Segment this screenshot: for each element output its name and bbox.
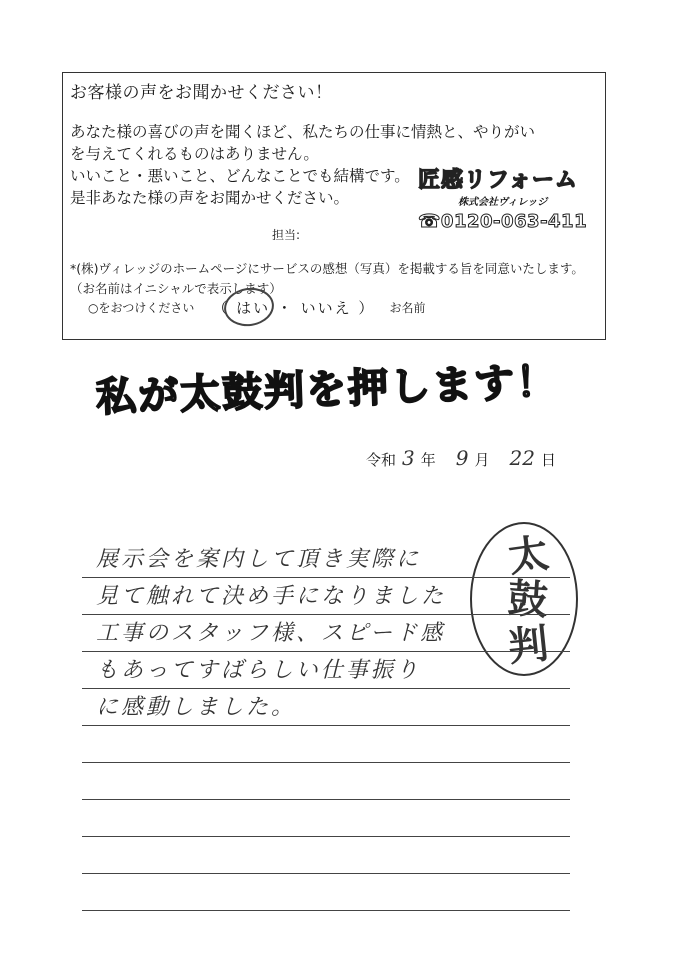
- comment-line: [82, 726, 570, 763]
- stamp-char: 判: [505, 620, 551, 671]
- date-era: 令和: [366, 451, 397, 469]
- date-row: [366, 446, 556, 470]
- date-month-unit: 月: [474, 451, 490, 469]
- stamp-char: 鼓: [506, 574, 550, 625]
- logo-phone: ☎0120-063-411: [418, 211, 588, 232]
- date-year: 3: [402, 446, 415, 470]
- date-year-unit: 年: [420, 451, 436, 469]
- comment-line: [82, 763, 570, 800]
- consent-options[interactable]: （ はい ・ いいえ ）: [212, 299, 376, 317]
- comment-line: [82, 874, 570, 911]
- intro-line: いいこと・悪いこと、どんなことでも結構です。: [70, 167, 410, 185]
- name-label: お名前: [389, 301, 426, 315]
- date-day-unit: 日: [540, 451, 556, 469]
- survey-heading: お客様の声をお聞かせください！: [70, 83, 333, 103]
- intro-line: あなた様の喜びの声を聞くほど、私たちの仕事に情熱と、やりがい: [70, 123, 536, 141]
- comment-line: [82, 800, 570, 837]
- banner-title: 私が太鼓判を押します！: [95, 358, 559, 422]
- company-logo: [418, 163, 588, 232]
- date-month: 9: [455, 446, 469, 470]
- intro-line: 是非あなた様の声をお聞かせください。: [70, 189, 350, 207]
- intro-line: を与えてくれるものはありません。: [70, 145, 319, 163]
- stamp-char: 太: [505, 529, 552, 582]
- comment-line: もあってすばらしい仕事振り: [82, 652, 570, 689]
- date-day: 22: [509, 446, 535, 470]
- comment-line: [82, 837, 570, 874]
- logo-brand: 匠感リフォーム: [418, 168, 578, 193]
- consent-text: *(株)ヴィレッジのホームページにサービスの感想（写真）を掲載する旨を同意いたします。（お名前はイニシャルで表示します）: [70, 261, 584, 296]
- choice-instruction: ○をおつけください: [88, 301, 195, 315]
- comment-line: 展示会を案内して頂き実際に: [82, 541, 570, 578]
- phone-icon: ☎: [418, 211, 441, 232]
- logo-company: 株式会社ヴィレッジ: [458, 197, 548, 208]
- comment-line: に感動しました。: [82, 689, 570, 726]
- comment-line: 見て触れて決め手になりました: [82, 578, 570, 615]
- staff-label: 担当:: [272, 228, 301, 242]
- comment-area: [82, 541, 570, 911]
- comment-line: 工事のスタッフ様、スピード感: [82, 615, 570, 652]
